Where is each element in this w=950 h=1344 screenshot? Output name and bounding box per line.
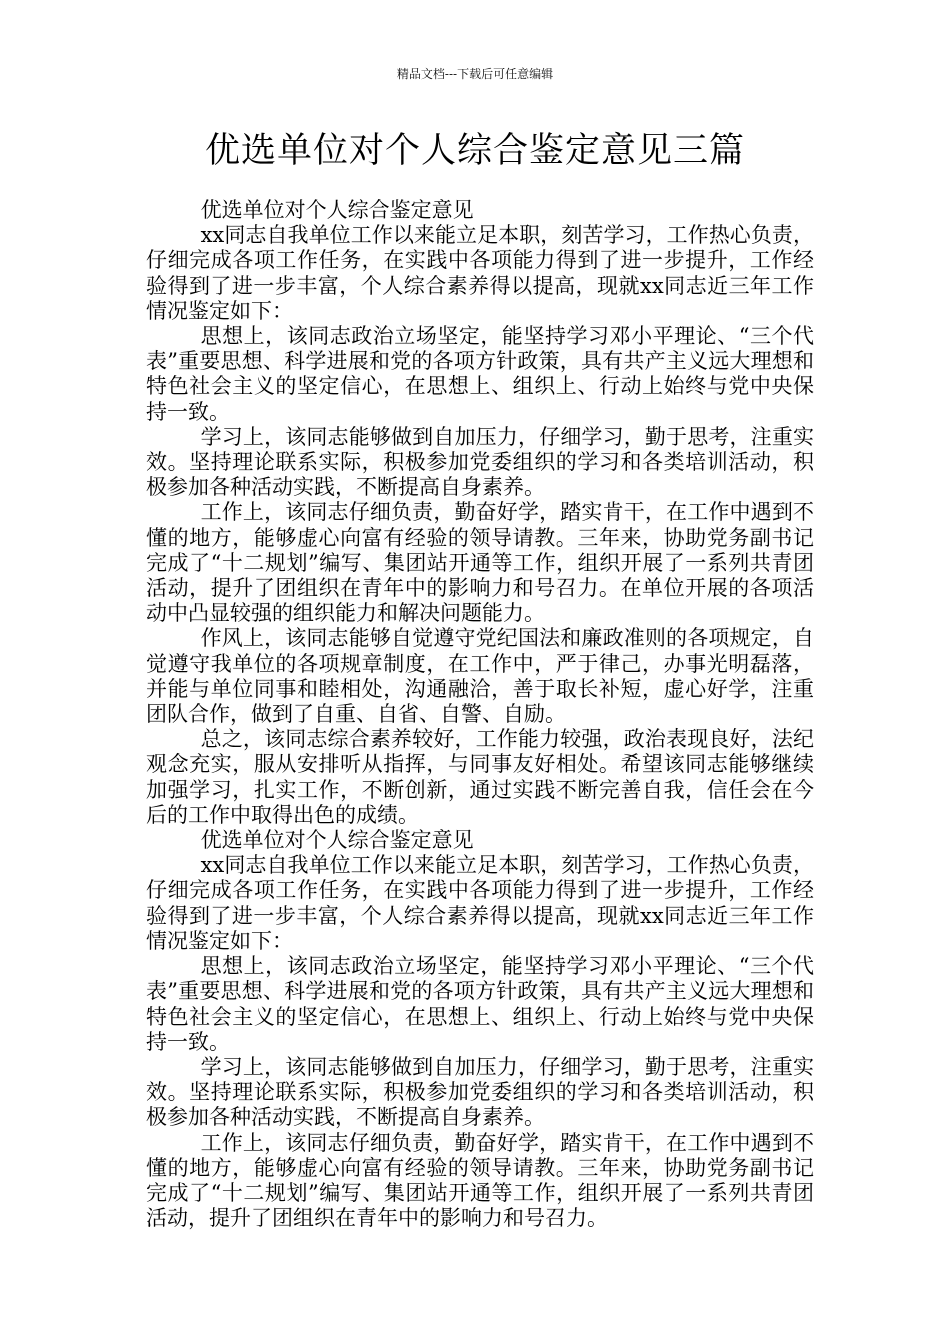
body-paragraph: xx同志自我单位工作以来能立足本职，刻苦学习，工作热心负责，仔细完成各项工作任务，在实践中各项能力得到了进一步提升，工作经验得到了进一步丰富，个人综合素养得以提高，现就xx同志近三年工作情况鉴定如下：: [146, 223, 814, 323]
body-paragraph: 思想上，该同志政治立场坚定，能坚持学习邓小平理论、“三个代表”重要思想、科学进展和党的各项方针政策，具有共产主义远大理想和特色社会主义的坚定信心，在思想上、组织上、行动上始终与党中央保持一致。: [146, 954, 814, 1054]
document-title: 优选单位对个人综合鉴定意见三篇: [204, 131, 745, 171]
body-paragraph: 学习上，该同志能够做到自加压力，仔细学习，勤于思考，注重实效。坚持理论联系实际，积极参加党委组织的学习和各类培训活动，积极参加各种活动实践，不断提高自身素养。: [146, 424, 814, 500]
body-paragraph: 工作上，该同志仔细负责，勤奋好学，踏实肯干，在工作中遇到不懂的地方，能够虚心向富有经验的领导请教。三年来，协助党务副书记完成了“十二规划”编写、集团站开通等工作，组织开展了一系列共青团活动，提升了团组织在青年中的影响力和号召力。: [146, 1130, 814, 1231]
body-paragraph: 总之，该同志综合素养较好，工作能力较强，政治表现良好，法纪观念充实，服从安排听从指挥，与同事友好相处。希望该同志能够继续加强学习，扎实工作，不断创新，通过实践不断完善自我，信任会在今后的工作中取得出色的成绩。: [146, 727, 814, 827]
body-paragraph: xx同志自我单位工作以来能立足本职，刻苦学习，工作热心负责，仔细完成各项工作任务，在实践中各项能力得到了进一步提升，工作经验得到了进一步丰富，个人综合素养得以提高，现就xx同志近三年工作情况鉴定如下：: [146, 853, 814, 953]
body-paragraph: 作风上，该同志能够自觉遵守党纪国法和廉政准则的各项规定，自觉遵守我单位的各项规章制度，在工作中，严于律己，办事光明磊落，并能与单位同事和睦相处，沟通融洽，善于取长补短，虚心好学，注重团队合作，做到了自重、自省、自警、自励。: [146, 626, 814, 727]
body-paragraph: 思想上，该同志政治立场坚定，能坚持学习邓小平理论、“三个代表”重要思想、科学进展和党的各项方针政策，具有共产主义远大理想和特色社会主义的坚定信心，在思想上、组织上、行动上始终与党中央保持一致。: [146, 324, 814, 424]
section-heading: 优选单位对个人综合鉴定意见: [200, 198, 474, 222]
header-note: 精品文档---下载后可任意编辑: [396, 67, 554, 81]
body-paragraph: 学习上，该同志能够做到自加压力，仔细学习，勤于思考，注重实效。坚持理论联系实际，积极参加党委组织的学习和各类培训活动，积极参加各种活动实践，不断提高自身素养。: [146, 1054, 814, 1130]
section-heading: 优选单位对个人综合鉴定意见: [200, 828, 474, 853]
document-body: [146, 198, 814, 1231]
body-paragraph: 工作上，该同志仔细负责，勤奋好学，踏实肯干，在工作中遇到不懂的地方，能够虚心向富有经验的领导请教。三年来，协助党务副书记完成了“十二规划”编写、集团站开通等工作，组织开展了一系列共青团活动，提升了团组织在青年中的影响力和号召力。在单位开展的各项活动中凸显较强的组织能力和解决问题能力。: [146, 500, 814, 626]
